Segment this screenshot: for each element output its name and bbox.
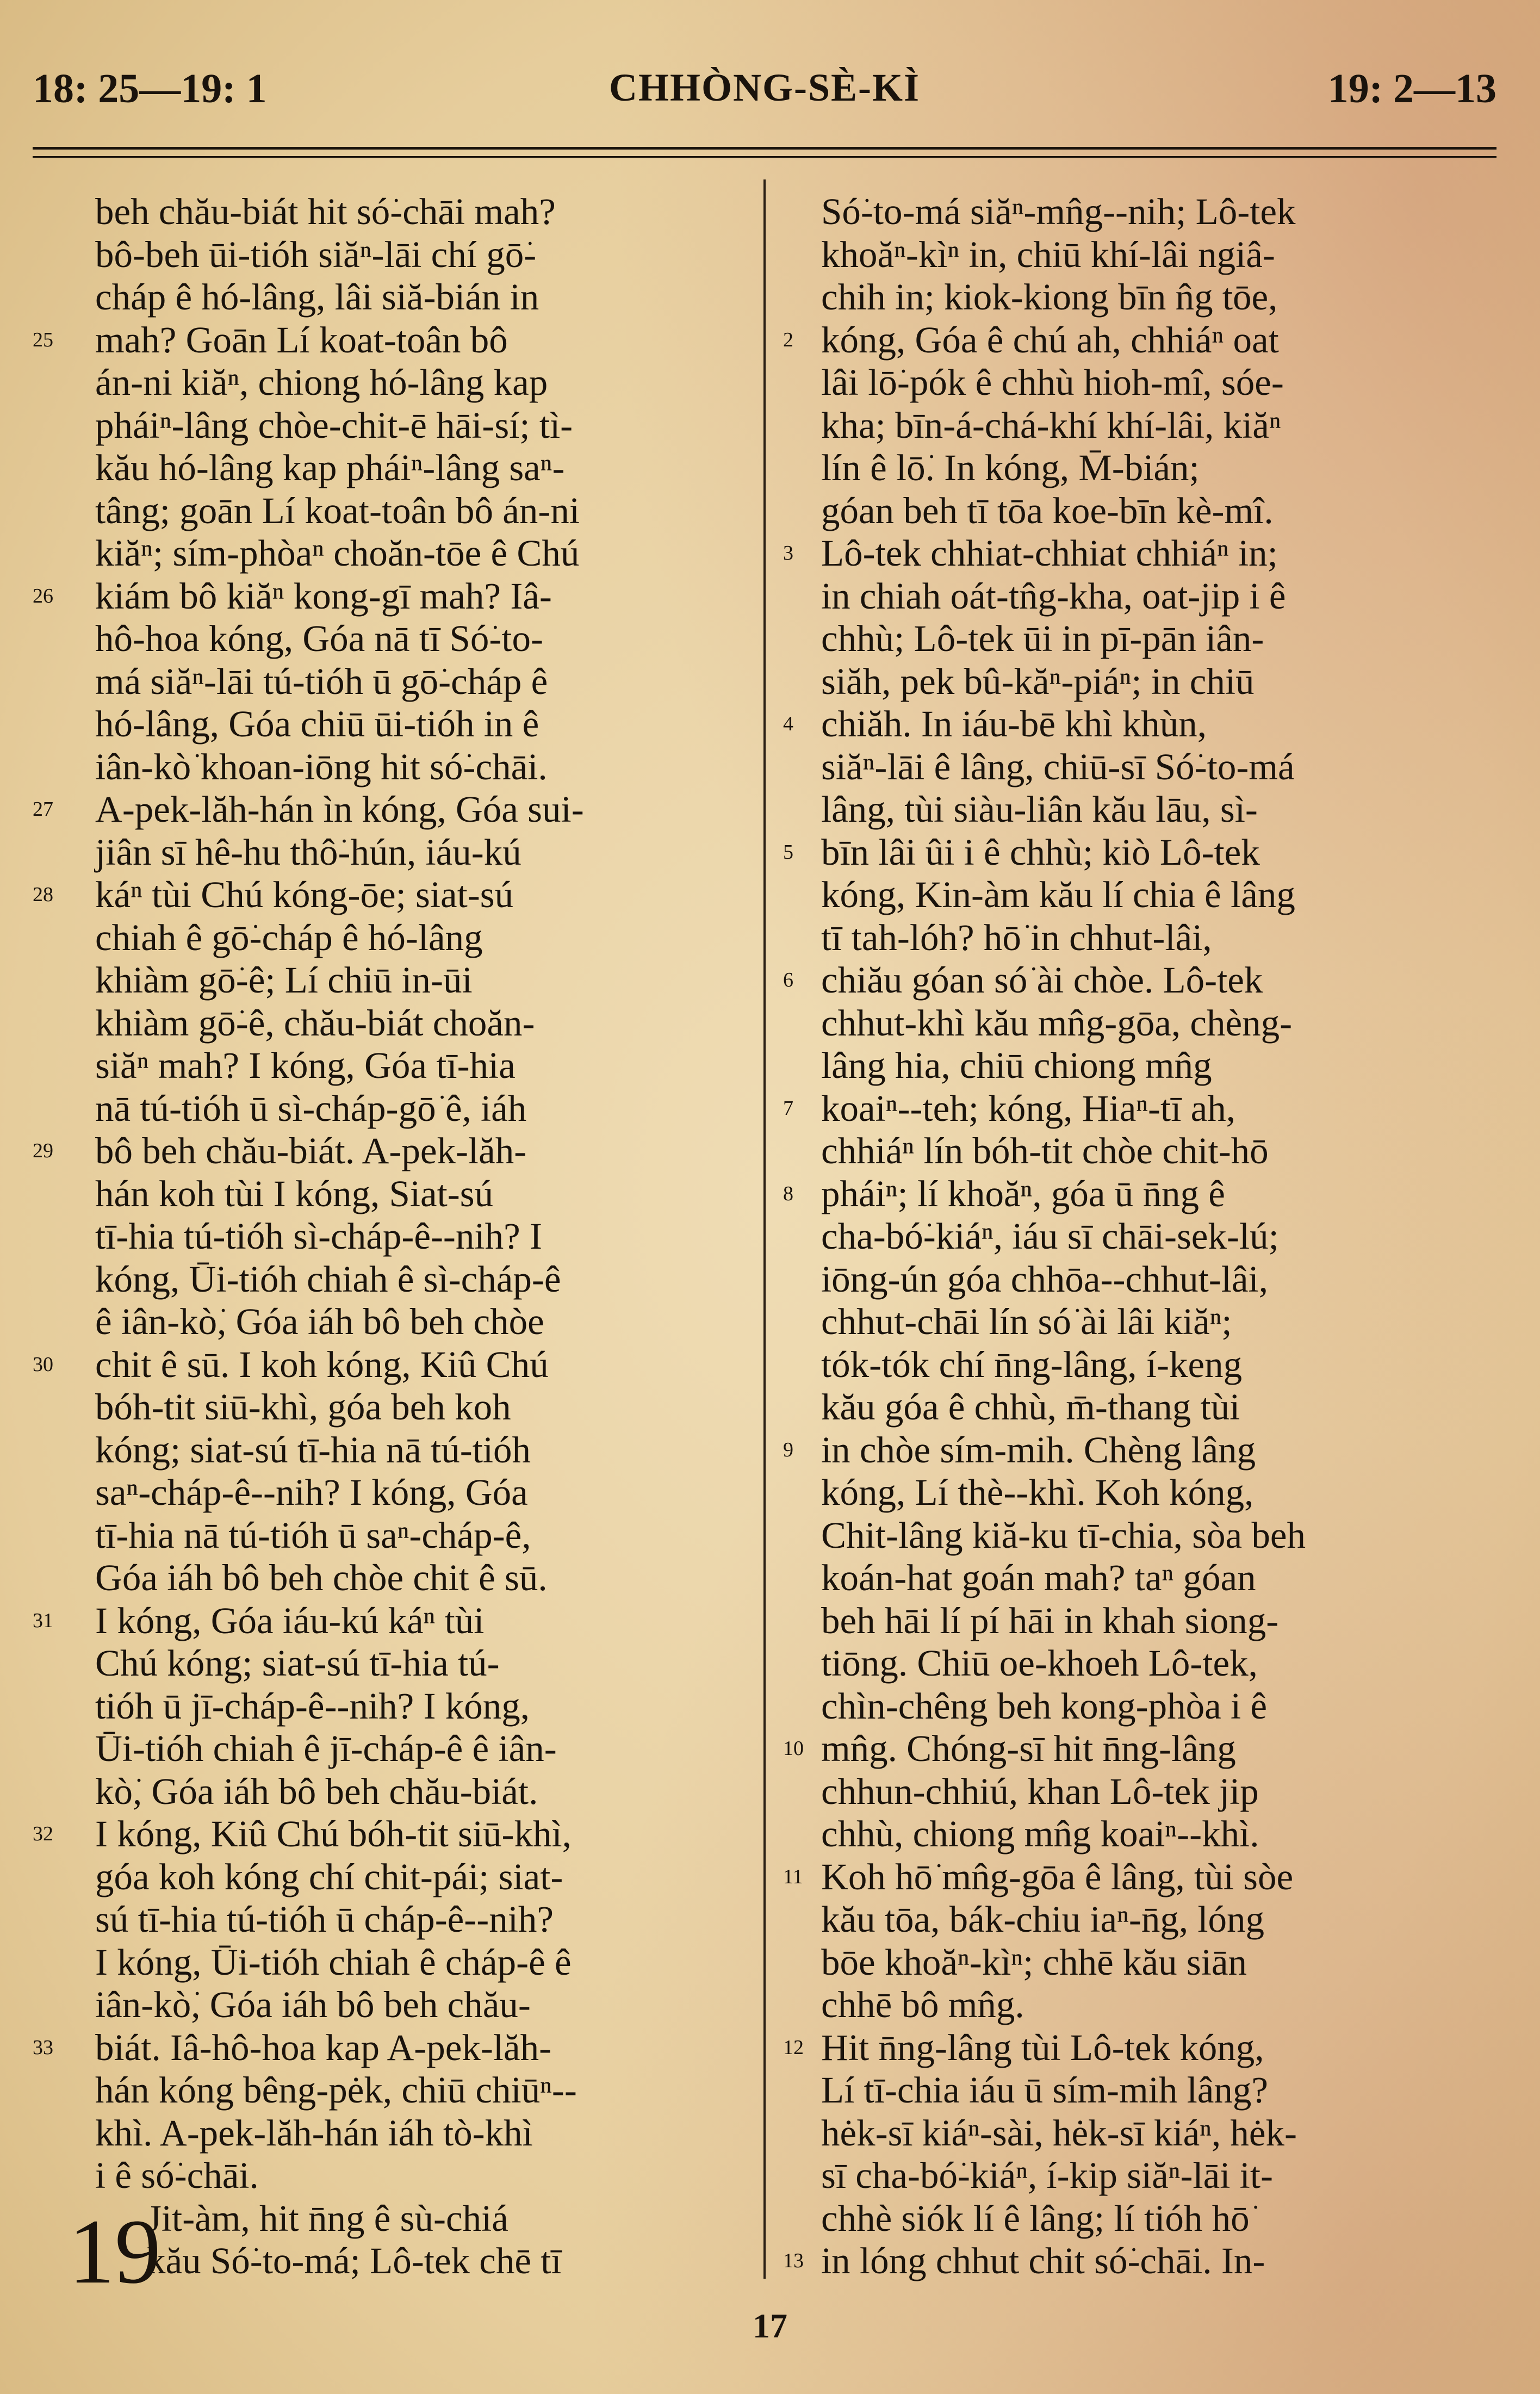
column-divider xyxy=(763,179,766,2279)
verse-number: 11 xyxy=(783,1865,803,1888)
verse-number: 27 xyxy=(33,798,53,821)
page-number: 17 xyxy=(753,2306,787,2345)
text-line: án-ni kiăⁿ, chiong hó-lâng kap xyxy=(95,362,548,403)
text-line: kău Só͘-to-má; Lô-tek chē tī xyxy=(147,2240,562,2281)
text-line: mn̂g. Chóng-sī hit n̄ng-lâng xyxy=(821,1728,1236,1769)
text-line: iōng-ún góa chhōa--chhut-lâi, xyxy=(821,1258,1268,1300)
verse-number: 4 xyxy=(783,712,793,735)
text-line: koaiⁿ--teh; kóng, Hiaⁿ-tī ah, xyxy=(821,1087,1235,1129)
text-line: kău góa ê chhù, m̄-thang tùi xyxy=(821,1386,1240,1428)
text-line: mah? Goān Lí koat-toân bô xyxy=(95,319,508,361)
verse-number: 9 xyxy=(783,1438,793,1461)
verse-number: 31 xyxy=(33,1609,53,1632)
text-line: jiân sī hê-hu thô͘-hún, iáu-kú xyxy=(95,831,521,873)
text-line: siăⁿ-lāi ê lâng, chiū-sī Só͘-to-má xyxy=(821,746,1295,787)
verse-number: 32 xyxy=(33,1822,53,1845)
text-line: chhut-chāi lín só͘ ài lâi kiăⁿ; xyxy=(821,1301,1232,1342)
text-line: chhù, chiong mn̂g koaiⁿ--khì. xyxy=(821,1813,1259,1855)
verse-number: 2 xyxy=(783,328,793,351)
text-line: khiàm gō͘-ê, chău-biát choăn- xyxy=(95,1002,535,1044)
text-line: beh hāi lí pí hāi in khah siong- xyxy=(821,1599,1279,1641)
verse-number: 25 xyxy=(33,328,53,351)
text-line: kiăⁿ; sím-phòaⁿ choăn-tōe ê Chú xyxy=(95,532,580,574)
verse-number: 3 xyxy=(783,542,793,565)
text-line: hán koh tùi I kóng, Siat-sú xyxy=(95,1173,494,1214)
text-line: hô-hoa kóng, Góa nā tī Só͘-to- xyxy=(95,618,544,659)
text-line: bīn lâi ûi i ê chhù; kiò Lô-tek xyxy=(821,831,1260,873)
text-line: tī tah-lóh? hō͘ in chhut-lâi, xyxy=(821,916,1212,958)
text-line: lâng, tùi siàu-liân kău lāu, sì- xyxy=(821,789,1258,830)
verse-number: 6 xyxy=(783,969,793,991)
text-line: sī cha-bó͘-kiáⁿ, í-kip siăⁿ-lāi it- xyxy=(821,2155,1273,2196)
verse-number: 12 xyxy=(783,2036,804,2059)
text-line: khiàm gō͘-ê; Lí chiū in-ūi xyxy=(95,959,473,1001)
text-line: kóng, Kin-àm kău lí chia ê lâng xyxy=(821,874,1295,915)
text-line: ê iân-kò͘, Góa iáh bô beh chòe xyxy=(95,1301,544,1342)
text-line: chhiáⁿ lín bóh-tit chòe chit-hō xyxy=(821,1130,1269,1171)
text-line: Jit-àm, hit n̄ng ê sù-chiá xyxy=(147,2197,508,2239)
text-line: chhut-khì kău mn̂g-gōa, chèng- xyxy=(821,1002,1293,1044)
text-line: chiăh. In iáu-bē khì khùn, xyxy=(821,703,1207,745)
text-line: Chú kóng; siat-sú tī-hia tú- xyxy=(95,1642,500,1684)
text-line: chhun-chhiú, khan Lô-tek jip xyxy=(821,1770,1259,1812)
text-line: chih in; kiok-kiong bīn n̂g tōe, xyxy=(821,276,1278,318)
text-line: chìn-chêng beh kong-phòa i ê xyxy=(821,1685,1268,1727)
text-line: chit ê sū. I koh kóng, Kiû Chú xyxy=(95,1343,549,1385)
text-line: A-pek-lăh-hán ìn kóng, Góa sui- xyxy=(95,789,584,830)
verse-number: 8 xyxy=(783,1182,793,1205)
text-line: góa koh kóng chí chit-pái; siat- xyxy=(95,1856,563,1897)
text-line: Góa iáh bô beh chòe chit ê sū. xyxy=(95,1557,548,1598)
text-line: bóh-tit siū-khì, góa beh koh xyxy=(95,1386,511,1428)
text-line: chhè siók lí ê lâng; lí tióh hō͘ xyxy=(821,2197,1250,2239)
text-line: chhù; Lô-tek ūi in pī-pān iân- xyxy=(821,618,1264,659)
text-line: káⁿ tùi Chú kóng-ōe; siat-sú xyxy=(95,874,514,915)
verse-number: 33 xyxy=(33,2036,53,2059)
text-line: I kóng, Góa iáu-kú káⁿ tùi xyxy=(95,1599,485,1641)
header-rule-bottom xyxy=(33,156,1496,158)
text-line: siăⁿ mah? I kóng, Góa tī-hia xyxy=(95,1045,516,1086)
text-line: kău hó-lâng kap pháiⁿ-lâng saⁿ- xyxy=(95,447,565,488)
text-line: kóng, Góa ê chú ah, chhiáⁿ oat xyxy=(821,319,1279,361)
text-line: góan beh tī tōa koe-bīn kè-mî. xyxy=(821,489,1274,531)
text-line: kha; bīn-á-chá-khí khí-lâi, kiăⁿ xyxy=(821,404,1281,446)
text-line: tiōng. Chiū oe-khoeh Lô-tek, xyxy=(821,1642,1258,1684)
header-verse-range-right: 19: 2—13 xyxy=(1327,66,1496,111)
text-line: tī-hia tú-tióh sì-cháp-ê--nih? I xyxy=(95,1215,542,1257)
text-line: kóng, Ūi-tióh chiah ê sì-cháp-ê xyxy=(95,1258,561,1300)
text-line: pháiⁿ; lí khoăⁿ, góa ū n̄ng ê xyxy=(821,1173,1225,1214)
text-line: Koh hō͘ mn̂g-gōa ê lâng, tùi sòe xyxy=(821,1856,1294,1897)
text-line: kău tōa, bák-chiu iaⁿ-n̄g, lóng xyxy=(821,1899,1264,1940)
running-header xyxy=(33,65,1496,125)
verse-number: 28 xyxy=(33,883,53,906)
text-line: bōe khoăⁿ-kìⁿ; chhē kău siān xyxy=(821,1941,1247,1983)
text-line: lâi lō͘-pók ê chhù hioh-mî, sóe- xyxy=(821,362,1284,403)
verse-number: 5 xyxy=(783,840,793,864)
verse-number: 7 xyxy=(783,1096,793,1120)
header-verse-range-left: 18: 25—19: 1 xyxy=(33,66,267,111)
text-line: khì. A-pek-lăh-hán iáh tò-khì xyxy=(95,2112,533,2154)
text-line: hán kóng bêng-pėk, chiū chiūⁿ-- xyxy=(95,2069,577,2111)
text-line: i ê só͘-chāi. xyxy=(95,2155,259,2196)
text-line: biát. Iâ-hô-hoa kap A-pek-lăh- xyxy=(95,2026,552,2068)
text-line: Hit n̄ng-lâng tùi Lô-tek kóng, xyxy=(821,2026,1264,2068)
text-line: tók-tók chí n̄ng-lâng, í-keng xyxy=(821,1343,1243,1385)
text-line: chiău góan só͘ ài chòe. Lô-tek xyxy=(821,959,1263,1001)
text-line: lín ê lō͘. In kóng, M̄-bián; xyxy=(821,447,1200,488)
text-line: cháp ê hó-lâng, lâi siă-bián in xyxy=(95,276,539,318)
text-line: hó-lâng, Góa chiū ūi-tióh in ê xyxy=(95,703,539,745)
text-line: tióh ū jī-cháp-ê--nih? I kóng, xyxy=(95,1685,530,1727)
text-line: in lóng chhut chit só͘-chāi. In- xyxy=(821,2240,1265,2281)
text-line: chiah ê gō͘-cháp ê hó-lâng xyxy=(95,916,483,958)
text-line: kiám bô kiăⁿ kong-gī mah? Iâ- xyxy=(95,575,552,617)
text-line: tī-hia nā tú-tióh ū saⁿ-cháp-ê, xyxy=(95,1514,531,1556)
verse-number: 26 xyxy=(33,584,53,607)
verse-number: 13 xyxy=(783,2249,804,2272)
header-book-title: CHHÒNG-SÈ-KÌ xyxy=(608,66,921,109)
text-line: saⁿ-cháp-ê--nih? I kóng, Góa xyxy=(95,1472,528,1513)
text-line: Só͘-to-má siăⁿ-mn̂g--nih; Lô-tek xyxy=(821,191,1296,232)
text-line: Lô-tek chhiat-chhiat chhiáⁿ in; xyxy=(821,532,1278,574)
text-line: beh chău-biát hit só͘-chāi mah? xyxy=(95,191,556,232)
text-line: iân-kò͘, Góa iáh bô beh chău- xyxy=(95,1984,531,2025)
text-line: chhē bô mn̂g. xyxy=(821,1984,1024,2025)
text-line: I kóng, Kiû Chú bóh-tit siū-khì, xyxy=(95,1813,572,1855)
chapter-number: 19 xyxy=(69,2200,161,2303)
text-line: iân-kò͘ khoan-iōng hit só͘-chāi. xyxy=(95,746,548,787)
text-line: lâng hia, chiū chiong mn̂g xyxy=(821,1045,1212,1086)
text-line: in chiah oát-tn̂g-kha, oat-jip i ê xyxy=(821,575,1286,617)
text-line: in chòe sím-mih. Chèng lâng xyxy=(821,1429,1256,1471)
text-line: Ūi-tióh chiah ê jī-cháp-ê ê iân- xyxy=(95,1728,557,1769)
text-line: pháiⁿ-lâng chòe-chit-ē hāi-sí; tì- xyxy=(95,404,573,446)
header-rule-top xyxy=(33,147,1496,150)
verse-number: 10 xyxy=(783,1737,804,1760)
text-line: nā tú-tióh ū sì-cháp-gō͘ ê, iáh xyxy=(95,1087,527,1129)
text-line: tâng; goān Lí koat-toân bô án-ni xyxy=(95,489,580,531)
text-line: khoăⁿ-kìⁿ in, chiū khí-lâi ngiâ- xyxy=(821,233,1275,275)
text-line: bô-beh ūi-tióh siăⁿ-lāi chí gō͘- xyxy=(95,233,537,275)
text-line: má siăⁿ-lāi tú-tióh ū gō͘-cháp ê xyxy=(95,660,548,702)
text-line: hėk-sī kiáⁿ-sài, hėk-sī kiáⁿ, hėk- xyxy=(821,2112,1297,2154)
text-line: kóng; siat-sú tī-hia nā tú-tióh xyxy=(95,1429,531,1471)
text-line: sú tī-hia tú-tióh ū cháp-ê--nih? xyxy=(95,1899,554,1940)
text-line: I kóng, Ūi-tióh chiah ê cháp-ê ê xyxy=(95,1941,572,1983)
text-line: kóng, Lí thè--khì. Koh kóng, xyxy=(821,1472,1254,1513)
text-line: bô beh chău-biát. A-pek-lăh- xyxy=(95,1130,527,1171)
text-line: kò͘, Góa iáh bô beh chău-biát. xyxy=(95,1770,538,1812)
text-line: siăh, pek bû-kăⁿ-piáⁿ; in chiū xyxy=(821,660,1255,702)
verse-number: 30 xyxy=(33,1353,53,1376)
text-line: koán-hat goán mah? taⁿ góan xyxy=(821,1557,1256,1598)
text-line: Chit-lâng kiă-ku tī-chia, sòa beh xyxy=(821,1514,1306,1556)
text-line: cha-bó͘-kiáⁿ, iáu sī chāi-sek-lú; xyxy=(821,1215,1279,1257)
verse-number: 29 xyxy=(33,1139,53,1162)
text-line: Lí tī-chia iáu ū sím-mih lâng? xyxy=(821,2069,1269,2111)
